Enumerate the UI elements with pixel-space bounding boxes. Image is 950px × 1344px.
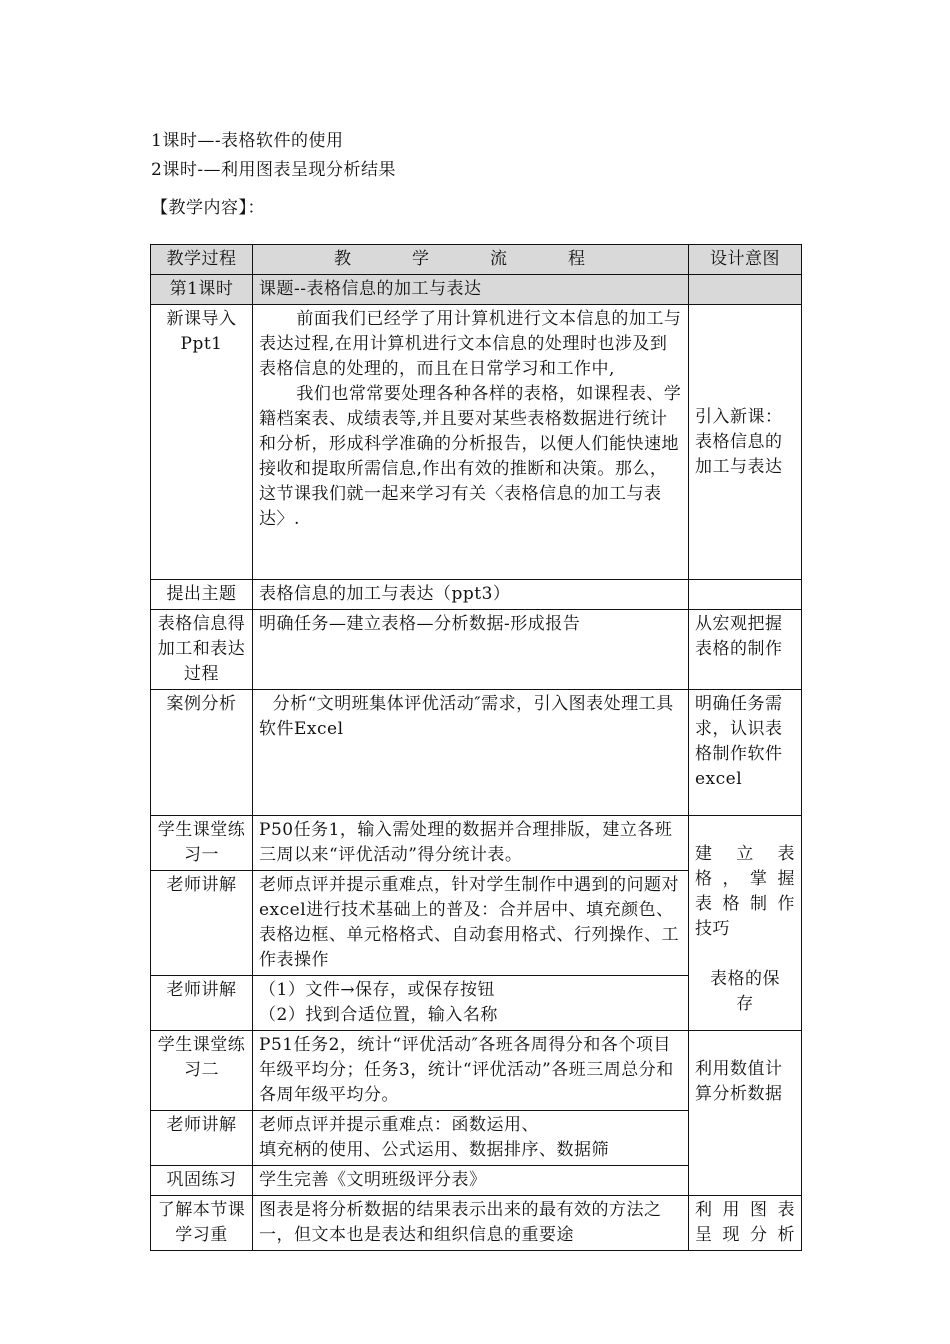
row-process [151,305,253,580]
lesson-1-line: 1课时—-表格软件的使用 [151,131,344,151]
row-intent: 利 用 图 表 呈 现 分 析 [689,1196,802,1251]
row-flow: 老师点评并提示重难点，针对学生制作中遇到的问题对excel进行技术基础上的普及：合并居中、填充颜色、表格边框、单元格格式、自动套用格式、行列操作、工作表操作 [253,871,689,976]
save-step-2: （2）找到合适位置，输入名称 [259,1005,498,1025]
table-row [151,610,802,690]
row-flow: 学生完善《文明班级评分表》 [253,1166,689,1196]
row-process: 学生课堂练习二 [151,1031,253,1111]
intent-line: 技巧 [695,919,730,939]
row-intent [689,580,802,610]
row-flow [253,305,689,580]
row-intent: 从宏观把握表格的制作 [689,610,802,690]
row-process: 了解本节课学习重 [151,1196,253,1251]
lesson-topic: 课题--表格信息的加工与表达 [253,275,689,305]
table-row [151,580,802,610]
row-process: 学生课堂练习一 [151,816,253,871]
table-header-row [151,245,802,275]
row-flow: 图表是将分析数据的结果表示出来的最有效的方法之一，但文本也是表达和组织信息的重要途 [253,1196,689,1251]
teaching-content-heading: 【教学内容】： [151,198,265,218]
lesson-intent [689,275,802,305]
intro-paragraph-2: 我们也常常要处理各种各样的表格，如课程表、学籍档案表、成绩表等,并且要对某些表格数据进行统计和分析，形成科学准确的分析报告，以便人们能快速地接收和提取所需信息,作出有效的推断和决策。那么，这节课我们就一起来学习有关〈表格信息的加工与表达〉. [259,384,682,529]
row-flow: 表格信息的加工与表达（ppt3） [253,580,689,610]
save-step-1: （1）文件→保存，或保存按钮 [259,980,496,1000]
row-process: 案例分析 [151,690,253,816]
table-row [151,305,802,580]
intent-line: 表 格 制 作 [695,894,795,914]
header-flow: 教 学 流 程 [253,245,689,275]
table-row [151,690,802,816]
function-tips-2: 填充柄的使用、公式运用、数据排序、数据筛 [259,1140,609,1160]
lesson-row [151,275,802,305]
header-intent: 设计意图 [689,245,802,275]
intent-line: 格 ， 掌 握 [695,869,795,889]
function-tips-1: 老师点评并提示重难点：函数运用、 [259,1115,539,1135]
row-process: 老师讲解 [151,1111,253,1166]
intro-ppt: Ppt1 [180,334,223,354]
row-process: 老师讲解 [151,976,253,1031]
intent-line: 存 [736,994,754,1014]
row-process: 老师讲解 [151,871,253,976]
row-process: 巩固练习 [151,1166,253,1196]
row-intent-merged: 利用数值计算分析数据 [689,1031,802,1196]
header-process: 教学过程 [151,245,253,275]
row-process: 提出主题 [151,580,253,610]
row-flow: 明确任务—建立表格—分析数据-形成报告 [253,610,689,690]
row-intent: 明确任务需求，认识表格制作软件excel [689,690,802,816]
table-row [151,1031,802,1111]
intent-line: 表格的保 [710,969,780,989]
table-row [151,816,802,871]
lesson-plan-table [150,244,802,1251]
row-flow: P50任务1，输入需处理的数据并合理排版，建立各班三周以来“评优活动”得分统计表。 [253,816,689,871]
intro-paragraph-1: 前面我们已经学了用计算机进行文本信息的加工与表达过程,在用计算机进行文本信息的处理时也涉及到表格信息的处理的，而且在日常学习和工作中, [259,309,682,379]
lesson-label: 第1课时 [151,275,253,305]
intent-line: 建 立 表 [695,844,795,864]
table-row [151,1196,802,1251]
row-flow: P51任务2，统计“评优活动″各班各周得分和各个项目年级平均分；任务3，统计“评优活动”各班三周总分和各周年级平均分。 [253,1031,689,1111]
row-intent: 引入新课：表格信息的加工与表达 [689,305,802,580]
lesson-2-line: 2课时-—利用图表呈现分析结果 [151,160,397,180]
row-flow [253,1111,689,1166]
row-flow: 分析“文明班集体评优活动″需求，引入图表处理工具软件Excel [253,690,689,816]
row-intent-merged [689,816,802,1031]
row-flow [253,976,689,1031]
row-process: 表格信息得加工和表达过程 [151,610,253,690]
intro-label: 新课导入 [166,309,237,329]
